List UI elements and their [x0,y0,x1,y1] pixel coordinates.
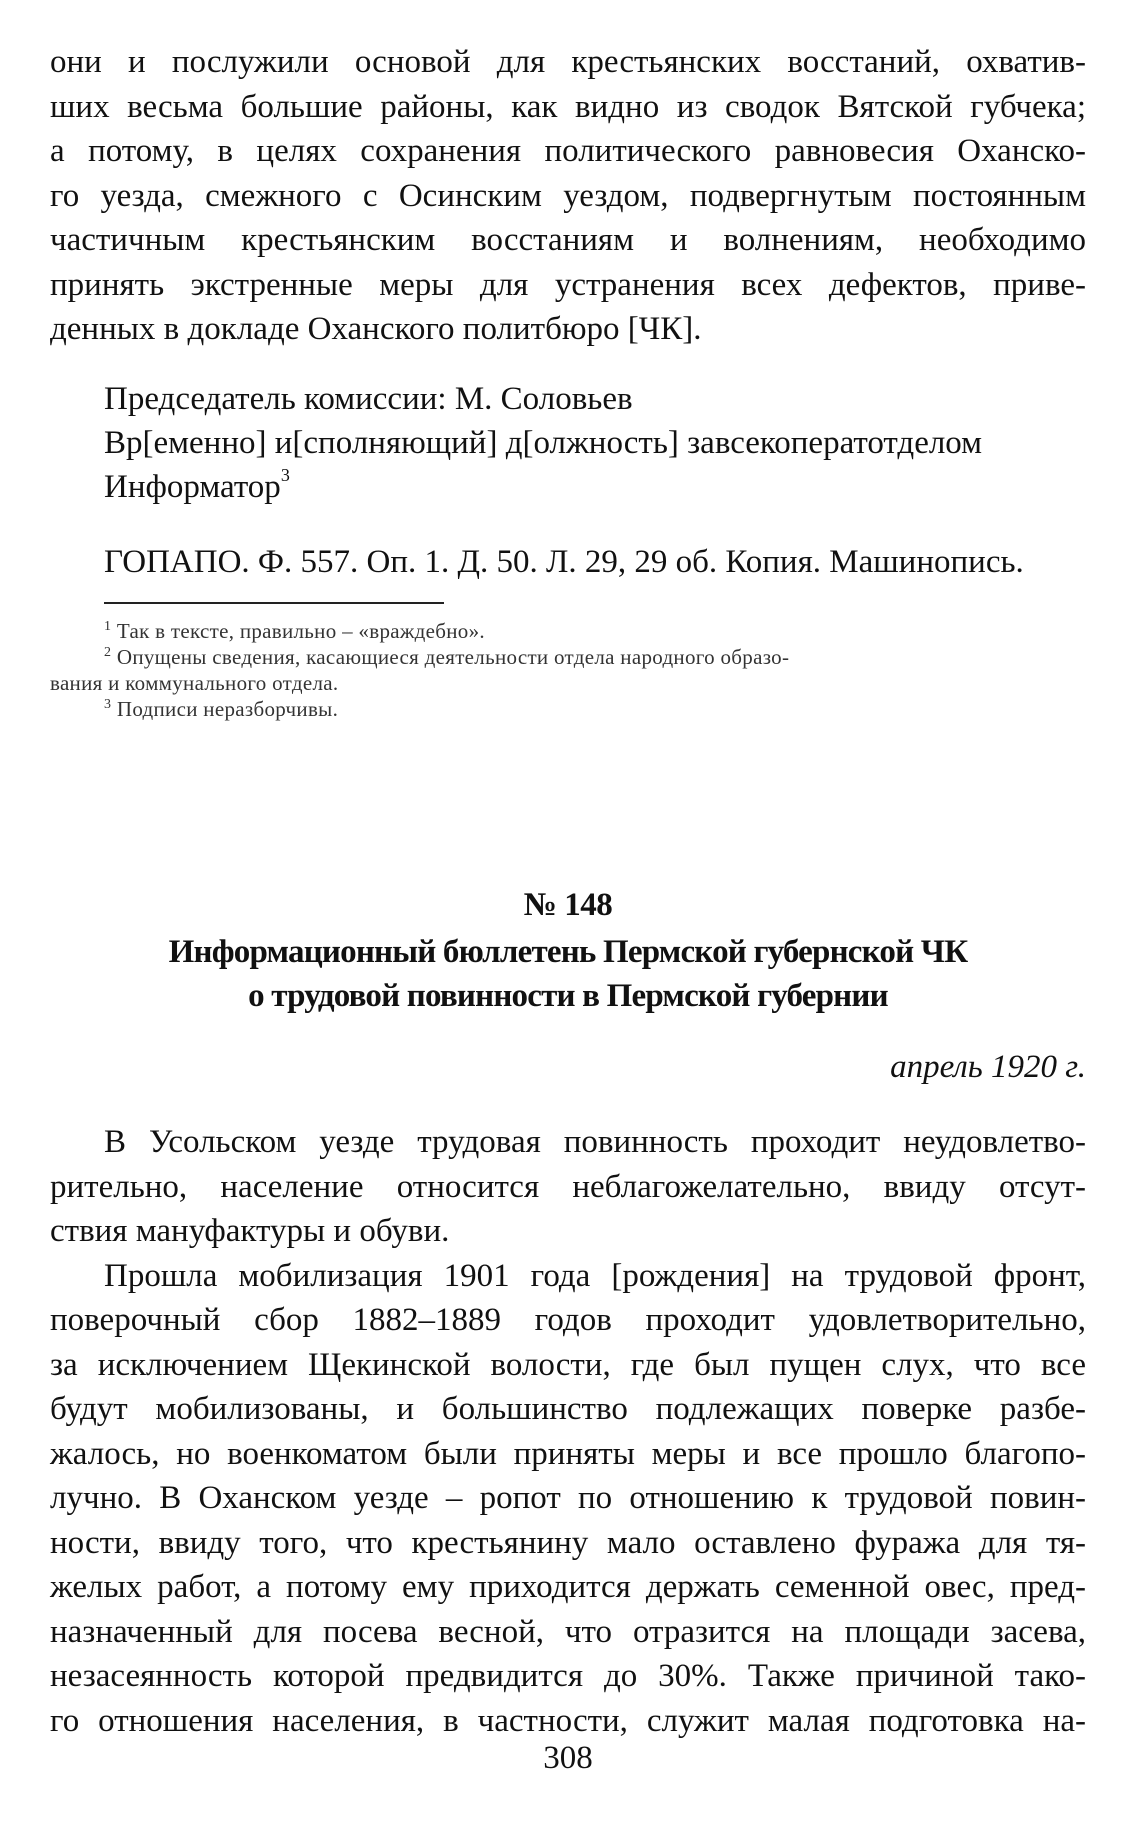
continuation-paragraph [50,40,1086,352]
page-number: 308 [543,1740,593,1776]
footnote-divider [104,602,444,604]
text-line: В Усольском уезде трудовая повинность проходит неудовлетво- [104,1124,1086,1160]
text-line: назначенный для посева весной, что отразится на площади засева, [50,1613,1086,1650]
footnote-mark: 2 [104,645,112,660]
footnote-text: Так в тексте, правильно – «враждебно». [116,619,485,643]
informant-label: Информатор [104,469,281,505]
footnote-3 [104,696,1086,722]
document-title-line-1: Информационный бюллетень Пермской губернской ЧК [168,934,968,970]
text-line: ствия мануфактуры и обуви. [50,1213,450,1249]
text-line: денных в докладе Оханского политбюро [ЧК]. [50,311,702,347]
footnote-2-continuation: вания и коммунального отдела. [50,671,339,695]
archive-reference: ГОПАПО. Ф. 557. Оп. 1. Д. 50. Л. 29, 29 об. Копия. Машинопись. [104,544,1024,580]
signature-chairman: Председатель комиссии: М. Соловьев [104,381,633,417]
document-date: апрель 1920 г. [890,1049,1086,1085]
text-line: поверочный сбор 1882–1889 годов проходит удовлетворительно, [50,1302,1086,1338]
text-line: а потому, в целях сохранения политического равновесия Оханско- [50,133,1086,169]
body-paragraph-2 [50,1254,1086,1744]
document-number: № 148 [523,887,613,923]
book-page [50,40,1086,1810]
text-line: будут мобилизованы, и большинство подлежащих поверке разбе- [50,1391,1086,1427]
footnote-text: Опущены сведения, касающиеся деятельности отдела народного образо- [116,645,790,669]
text-line: Прошла мобилизация 1901 года [рождения] на трудовой фронт, [104,1257,1086,1294]
text-line: го уезда, смежного с Осинским уездом, подвергнутым постоянным [50,177,1086,214]
text-line: ности, ввиду того, что крестьянину мало оставлено фуража для тя- [50,1524,1086,1561]
footnote-mark: 3 [104,697,112,712]
text-line: го отношения населения, в частности, служит малая подготовка на- [50,1702,1086,1739]
text-line: они и послужили основой для крестьянских восстаний, охватив- [50,44,1086,80]
text-line: частичным крестьянским восстаниям и волнениям, необходимо [50,222,1086,258]
signature-acting-head: Вр[еменно] и[сполняющий] д[олжность] завсекоператотделом [104,425,983,461]
footnotes [50,618,1086,722]
document-body [50,1120,1086,1743]
text-line: за исключением Щекинской волости, где был пущен слух, что все [50,1346,1086,1383]
footnote-mark: 1 [104,619,112,634]
text-line: принять экстренные меры для устранения всех дефектов, приве- [50,266,1086,303]
text-line: рительно, население относится неблагожелательно, ввиду отсут- [50,1168,1086,1205]
body-paragraph-1 [50,1120,1086,1254]
document-title-line-2: о трудовой повинности в Пермской губернии [248,978,888,1014]
footnote-1 [104,618,1086,644]
text-line: желых работ, а потому ему приходится держать семенной овес, пред- [50,1569,1086,1605]
footnote-text: Подписи неразборчивы. [116,697,339,721]
text-line: лучно. В Оханском уезде – ропот по отношению к трудовой повин- [50,1480,1086,1516]
document-title [50,930,1086,1018]
footnote-reference: 3 [280,465,290,485]
footnote-2 [104,644,1086,670]
text-line: незасеянность которой предвидится до 30%. Также причиной тако- [50,1658,1086,1694]
signature-informant [104,465,290,510]
text-line: ших весьма большие районы, как видно из сводок Вятской губчека; [50,88,1086,125]
text-line: жалось, но военкоматом были приняты меры и все прошло благопо- [50,1435,1086,1472]
